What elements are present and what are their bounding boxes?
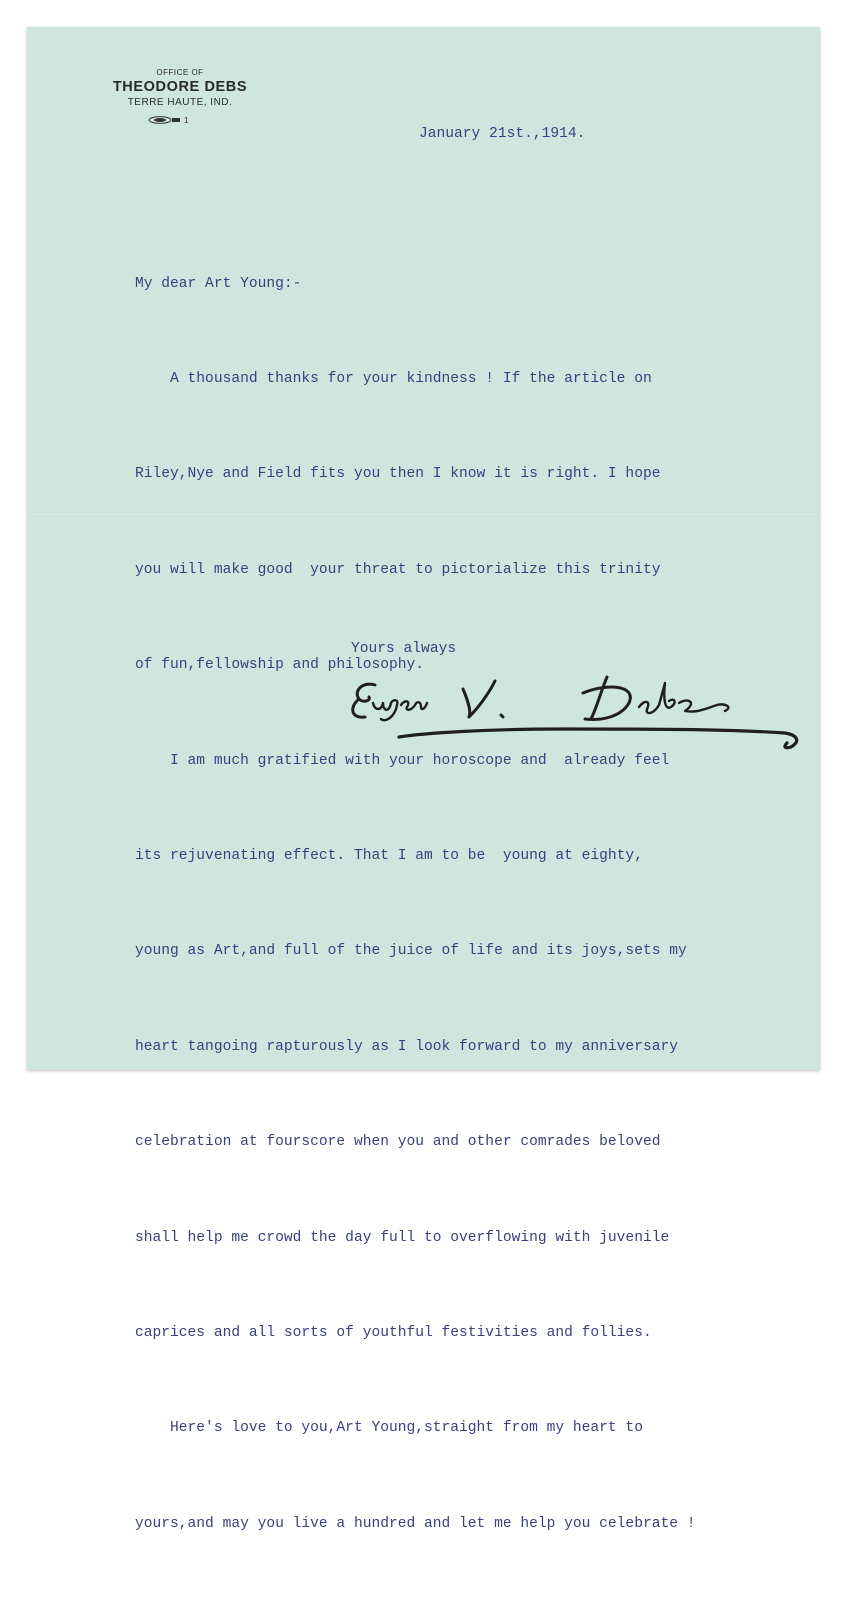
letterhead-city: TERRE HAUTE, IND. [127,97,233,108]
body-line: celebration at fourscore when you and other comrades beloved [135,1134,661,1151]
body-line: Here's love to you,Art Young,straight from my heart to [135,1420,643,1437]
letterhead-office: OFFICE OF [156,68,204,77]
body-line: young as Art,and full of the juice of life and its joys,sets my [135,943,687,960]
letter-body [135,205,696,1604]
body-line: heart tangoing rapturously as I look forward to my anniversary [135,1038,678,1055]
letter-date: January 21st.,1914. [419,126,586,142]
union-label-number: 1 [184,116,189,125]
letter-page [27,27,820,1532]
body-line: caprices and all sorts of youthful festivities and follies. [135,1324,652,1341]
letterhead [95,67,265,110]
body-line: of fun,fellowship and philosophy. [135,657,425,674]
body-line: its rejuvenating effect. That I am to be young at eighty, [135,847,643,864]
union-label-icon [147,112,193,130]
salutation: My dear Art Young:- [135,275,302,292]
handwritten-signature [345,663,805,768]
body-line: you will make good your threat to pictorialize this trinity [135,561,661,578]
body-line: yours,and may you live a hundred and let me help you celebrate ! [135,1515,696,1532]
body-line: I am much gratified with your horoscope and already feel [135,752,670,769]
closing: Yours always [351,641,457,657]
body-line: Riley,Nye and Field fits you then I know it is right. I hope [135,466,661,483]
body-line: A thousand thanks for your kindness ! If the article on [135,370,652,387]
letterhead-name: THEODORE DEBS [112,79,248,95]
body-line: shall help me crowd the day full to overflowing with juvenile [135,1229,670,1246]
